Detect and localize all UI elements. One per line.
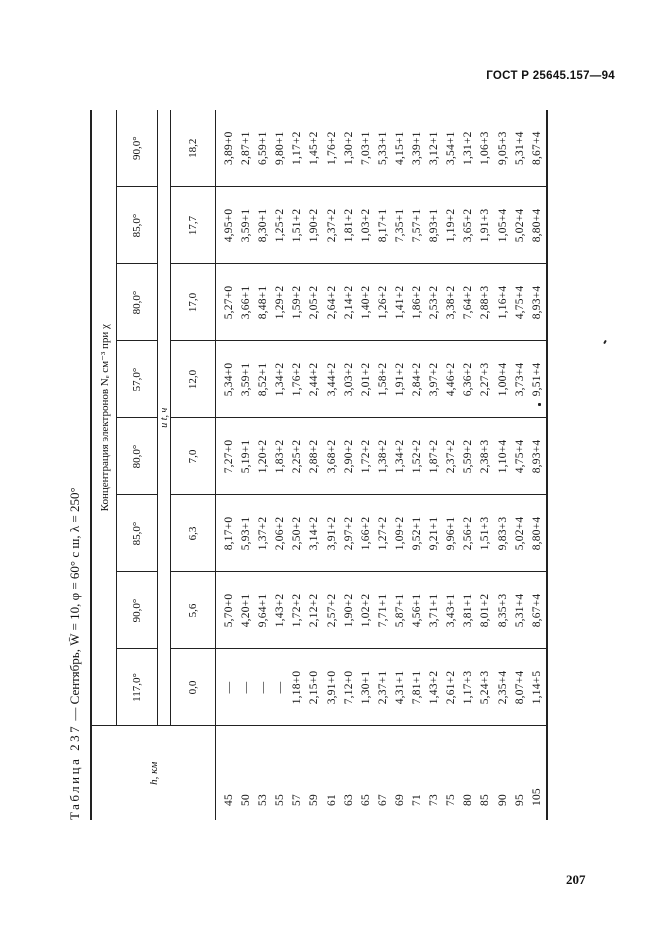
table-cell: 9,51+4 [530, 362, 543, 397]
table-cell: 4,31+1 [393, 670, 406, 705]
table-cell: 1,72+2 [291, 593, 304, 628]
table-cell: 5,33+1 [376, 131, 389, 165]
scan-dot-1 [538, 403, 541, 406]
table-cell: 1,10+4 [496, 439, 509, 474]
table-cell: 4,20+1 [240, 593, 253, 628]
table-cell: 4,75+4 [513, 439, 526, 474]
t-header-cell: 17,0 [171, 264, 216, 341]
h-value: 63 [342, 794, 355, 806]
table-cell: 2,57+2 [325, 593, 338, 628]
table-cell: 1,45+2 [308, 131, 321, 165]
table-cell: 9,52+1 [411, 516, 424, 551]
table-cell: 2,97+2 [342, 516, 355, 551]
table-cell: 1,05+4 [496, 208, 509, 243]
h-value: 73 [428, 794, 441, 806]
chi-header-cell: 117,0° [117, 649, 158, 726]
h-value: 59 [308, 794, 321, 806]
table-cell: 1,90+2 [342, 593, 355, 628]
table-cell: 1,09+2 [393, 516, 406, 551]
table-cell: 3,38+2 [445, 285, 458, 320]
value-column [216, 418, 547, 495]
table-cell: 1,66+2 [359, 516, 372, 551]
table-cell: 1,86+2 [411, 285, 424, 320]
table-cell: 3,89+0 [223, 131, 235, 165]
table-cell: 7,71+1 [376, 593, 389, 628]
table-cell: 2,37+2 [325, 208, 338, 243]
value-column [216, 649, 547, 726]
chi-header-cell: 90,0° [117, 110, 158, 187]
value-column [216, 495, 547, 572]
table-cell: 5,59+2 [462, 439, 475, 474]
table-cell: 1,81+2 [342, 208, 355, 243]
table-cell: 1,90+2 [308, 208, 321, 243]
table-cell: 5,93+1 [240, 516, 253, 551]
table-cell: 1,34+2 [274, 362, 287, 397]
table-cell: 1,30+2 [342, 131, 355, 165]
t-header-cell: 7,0 [171, 418, 216, 495]
table-cell: 7,81+1 [411, 670, 424, 705]
table-cell: 1,14+5 [530, 670, 543, 705]
table-cell: 2,14+2 [342, 285, 355, 320]
table-cell: 8,17+1 [376, 208, 389, 243]
table-cell: 1,52+2 [411, 439, 424, 474]
table-cell: 2,50+2 [291, 516, 304, 551]
table-cell: 8,93+4 [530, 439, 543, 474]
h-value: 67 [376, 794, 389, 806]
table-cell: 5,02+4 [513, 516, 526, 551]
table-cell: 2,25+2 [291, 439, 304, 474]
table-cell: 1,20+2 [257, 439, 270, 474]
table-cell: 2,87+1 [240, 131, 253, 165]
table-cell: 8,30+1 [257, 208, 270, 243]
rotated-table-block [60, 110, 615, 820]
table-cell: 2,37+1 [376, 670, 389, 705]
table-cell: — [223, 681, 235, 694]
table-cell: 3,12+1 [428, 131, 441, 165]
table-cell: 1,41+2 [393, 285, 406, 320]
h-value: 55 [274, 794, 287, 806]
table-cell: 3,65+2 [462, 208, 475, 243]
table-cell: 3,71+1 [428, 593, 441, 628]
table-cell: 2,01+2 [359, 362, 372, 397]
table-cell: 3,81+1 [462, 593, 475, 628]
table-cell: 6,36+2 [462, 362, 475, 397]
table-cell: 7,12+0 [342, 670, 355, 705]
table-cell: 1,43+2 [274, 593, 287, 628]
chi-header-row [117, 110, 158, 820]
table-cell: 4,15+1 [393, 131, 406, 165]
table-cell: 1,30+1 [359, 670, 372, 705]
table-cell: 2,88+2 [308, 439, 321, 474]
table-cell: 5,27+0 [223, 285, 235, 320]
electron-concentration-table [90, 110, 548, 820]
table-cell: 8,52+1 [257, 362, 270, 397]
table-caption-label: Таблица 237 [67, 723, 82, 820]
t-header-row [171, 110, 216, 820]
table-cell: 3,73+4 [513, 362, 526, 397]
table-cell: 1,58+2 [376, 362, 389, 397]
table-cell: 1,38+2 [376, 439, 389, 474]
table-cell: 7,35+1 [393, 208, 406, 243]
table-cell: 1,91+3 [479, 208, 492, 243]
value-column [216, 264, 547, 341]
table-cell: 2,12+2 [308, 593, 321, 628]
table-cell: 2,90+2 [342, 439, 355, 474]
table-cell: 2,35+4 [496, 670, 509, 705]
table-cell: 1,29+2 [274, 285, 287, 320]
table-cell: 2,06+2 [274, 516, 287, 551]
table-cell: 1,06+3 [479, 131, 492, 165]
table-cell: 8,80+4 [530, 208, 543, 243]
table-cell: 4,95+0 [223, 208, 235, 243]
table-cell: 1,51+2 [291, 208, 304, 243]
table-cell: 3,44+2 [325, 362, 338, 397]
table-cell: 1,76+2 [325, 131, 338, 165]
table-cell: 1,83+2 [274, 439, 287, 474]
table-cell: 8,35+3 [496, 593, 509, 628]
value-column [216, 110, 547, 187]
table-cell: 1,72+2 [359, 439, 372, 474]
table-cell: 1,43+2 [428, 670, 441, 705]
h-value: 50 [240, 794, 253, 806]
chi-header-cell: 85,0° [117, 495, 158, 572]
table-cell: 3,91+2 [325, 516, 338, 551]
h-value: 71 [411, 794, 424, 806]
table-cell: 3,59+1 [240, 362, 253, 397]
table-cell: 3,59+1 [240, 208, 253, 243]
table-cell: — [257, 681, 270, 694]
table-cell: 3,66+1 [240, 285, 253, 320]
concentration-group-header: Концентрация электронов Nₑ см⁻³ при χ [91, 110, 117, 726]
table-cell: 3,43+1 [445, 593, 458, 628]
table-cell: 8,07+4 [513, 670, 526, 705]
table-cell: — [240, 681, 253, 694]
table-cell: 1,91+2 [393, 362, 406, 397]
ut-header: и t, ч [158, 110, 171, 726]
table-cell: 7,27+0 [223, 439, 235, 474]
table-cell: 3,68+2 [325, 439, 338, 474]
table-caption [60, 110, 90, 820]
chi-header-cell: 80,0° [117, 418, 158, 495]
table-cell: 8,93+4 [530, 285, 543, 320]
h-values-column [216, 726, 547, 820]
table-cell: 2,53+2 [428, 285, 441, 320]
table-cell: 2,37+2 [445, 439, 458, 474]
table-cell: 9,96+1 [445, 516, 458, 551]
chi-header-cell: 80,0° [117, 264, 158, 341]
t-header-cell: 6,3 [171, 495, 216, 572]
table-cell: 5,31+4 [513, 593, 526, 628]
table-cell: 4,75+4 [513, 285, 526, 320]
t-header-cell: 18,2 [171, 110, 216, 187]
table-cell: 1,17+3 [462, 670, 475, 705]
table-cell: 5,19+1 [240, 439, 253, 474]
table-cell: 9,64+1 [257, 593, 270, 628]
table-cell: 9,05+3 [496, 131, 509, 165]
table-cell: 6,59+1 [257, 131, 270, 165]
chi-header-cell: 85,0° [117, 187, 158, 264]
table-cell: 2,61+2 [445, 670, 458, 705]
table-cell: 5,34+0 [223, 362, 235, 397]
table-cell: 2,15+0 [308, 670, 321, 705]
table-cell: 1,27+2 [376, 516, 389, 551]
table-cell: 3,39+1 [411, 131, 424, 165]
table-cell: 2,64+2 [325, 285, 338, 320]
document-header-standard: ГОСТ Р 25645.157—94 [486, 70, 615, 82]
table-cell: 1,03+2 [359, 208, 372, 243]
page-number: 207 [566, 872, 586, 887]
h-value: 90 [496, 794, 509, 806]
table-cell: 1,18+0 [291, 670, 304, 705]
table-cell: 7,03+1 [359, 131, 372, 165]
table-cell: 1,34+2 [393, 439, 406, 474]
table-cell: 3,54+1 [445, 131, 458, 165]
table-cell: 8,80+4 [530, 516, 543, 551]
t-header-cell: 5,6 [171, 572, 216, 649]
h-value: 80 [462, 794, 475, 806]
t-header-cell: 17,7 [171, 187, 216, 264]
table-cell: 1,02+2 [359, 593, 372, 628]
table-cell: — [274, 681, 287, 694]
table-cell: 5,24+3 [479, 670, 492, 705]
table-cell: 8,67+4 [530, 593, 543, 628]
table-cell: 2,56+2 [462, 516, 475, 551]
table-cell: 1,17+2 [291, 131, 304, 165]
table-cell: 7,64+2 [462, 285, 475, 320]
table-cell: 8,93+1 [428, 208, 441, 243]
table-cell: 9,83+3 [496, 516, 509, 551]
h-value: 57 [291, 794, 304, 806]
table-cell: 8,01+2 [479, 593, 492, 628]
chi-header-cell: 90,0° [117, 572, 158, 649]
table-cell: 3,03+2 [342, 362, 355, 397]
table-data-row [216, 110, 547, 820]
table-cell: 5,31+4 [513, 131, 526, 165]
table-cell: 5,70+0 [223, 593, 235, 628]
table-cell: 5,87+1 [393, 593, 406, 628]
table-cell: 5,02+4 [513, 208, 526, 243]
table-cell: 8,17+0 [223, 516, 235, 551]
table-cell: 4,56+1 [411, 593, 424, 628]
table-cell: 1,19+2 [445, 208, 458, 243]
table-cell: 2,84+2 [411, 362, 424, 397]
h-value: 61 [325, 794, 338, 806]
table-cell: 2,44+2 [308, 362, 321, 397]
value-column [216, 187, 547, 264]
table-cell: 2,05+2 [308, 285, 321, 320]
h-value: 75 [445, 794, 458, 806]
h-value: 45 [223, 794, 235, 806]
table-cell: 1,00+4 [496, 362, 509, 397]
table-cell: 2,88+3 [479, 285, 492, 320]
table-caption-text: — Сентябрь, W̄ = 10, φ = 60° с ш, λ = 250° [67, 487, 82, 721]
t-header-cell: 12,0 [171, 341, 216, 418]
t-header-cell: 0,0 [171, 649, 216, 726]
table-cell: 3,14+2 [308, 516, 321, 551]
table-cell: 1,37+2 [257, 516, 270, 551]
table-cell: 9,80+1 [274, 131, 287, 165]
table-cell: 7,57+1 [411, 208, 424, 243]
table-cell: 9,21+1 [428, 516, 441, 551]
table-cell: 1,40+2 [359, 285, 372, 320]
table-cell: 1,25+2 [274, 208, 287, 243]
table-cell: 4,46+2 [445, 362, 458, 397]
chi-header-cell: 57,0° [117, 341, 158, 418]
table-cell: 1,76+2 [291, 362, 304, 397]
h-km-header: h, км [91, 726, 216, 820]
table-cell: 8,48+1 [257, 285, 270, 320]
table-cell: 1,87+2 [428, 439, 441, 474]
h-value: 95 [513, 794, 526, 806]
h-value: 65 [359, 794, 372, 806]
table-cell: 1,51+3 [479, 516, 492, 551]
h-value: 85 [479, 794, 492, 806]
table-cell: 1,31+2 [462, 131, 475, 165]
value-column [216, 572, 547, 649]
table-cell: 1,59+2 [291, 285, 304, 320]
table-cell: 1,16+4 [496, 285, 509, 320]
table-cell: 1,26+2 [376, 285, 389, 320]
h-value: 69 [393, 794, 406, 806]
h-value: 105 [530, 788, 543, 806]
table-cell: 3,97+2 [428, 362, 441, 397]
table-cell: 3,91+0 [325, 670, 338, 705]
value-column [216, 341, 547, 418]
table-cell: 8,67+4 [530, 131, 543, 165]
table-cell: 2,38+3 [479, 439, 492, 474]
table-cell: 2,27+3 [479, 362, 492, 397]
h-value: 53 [257, 794, 270, 806]
